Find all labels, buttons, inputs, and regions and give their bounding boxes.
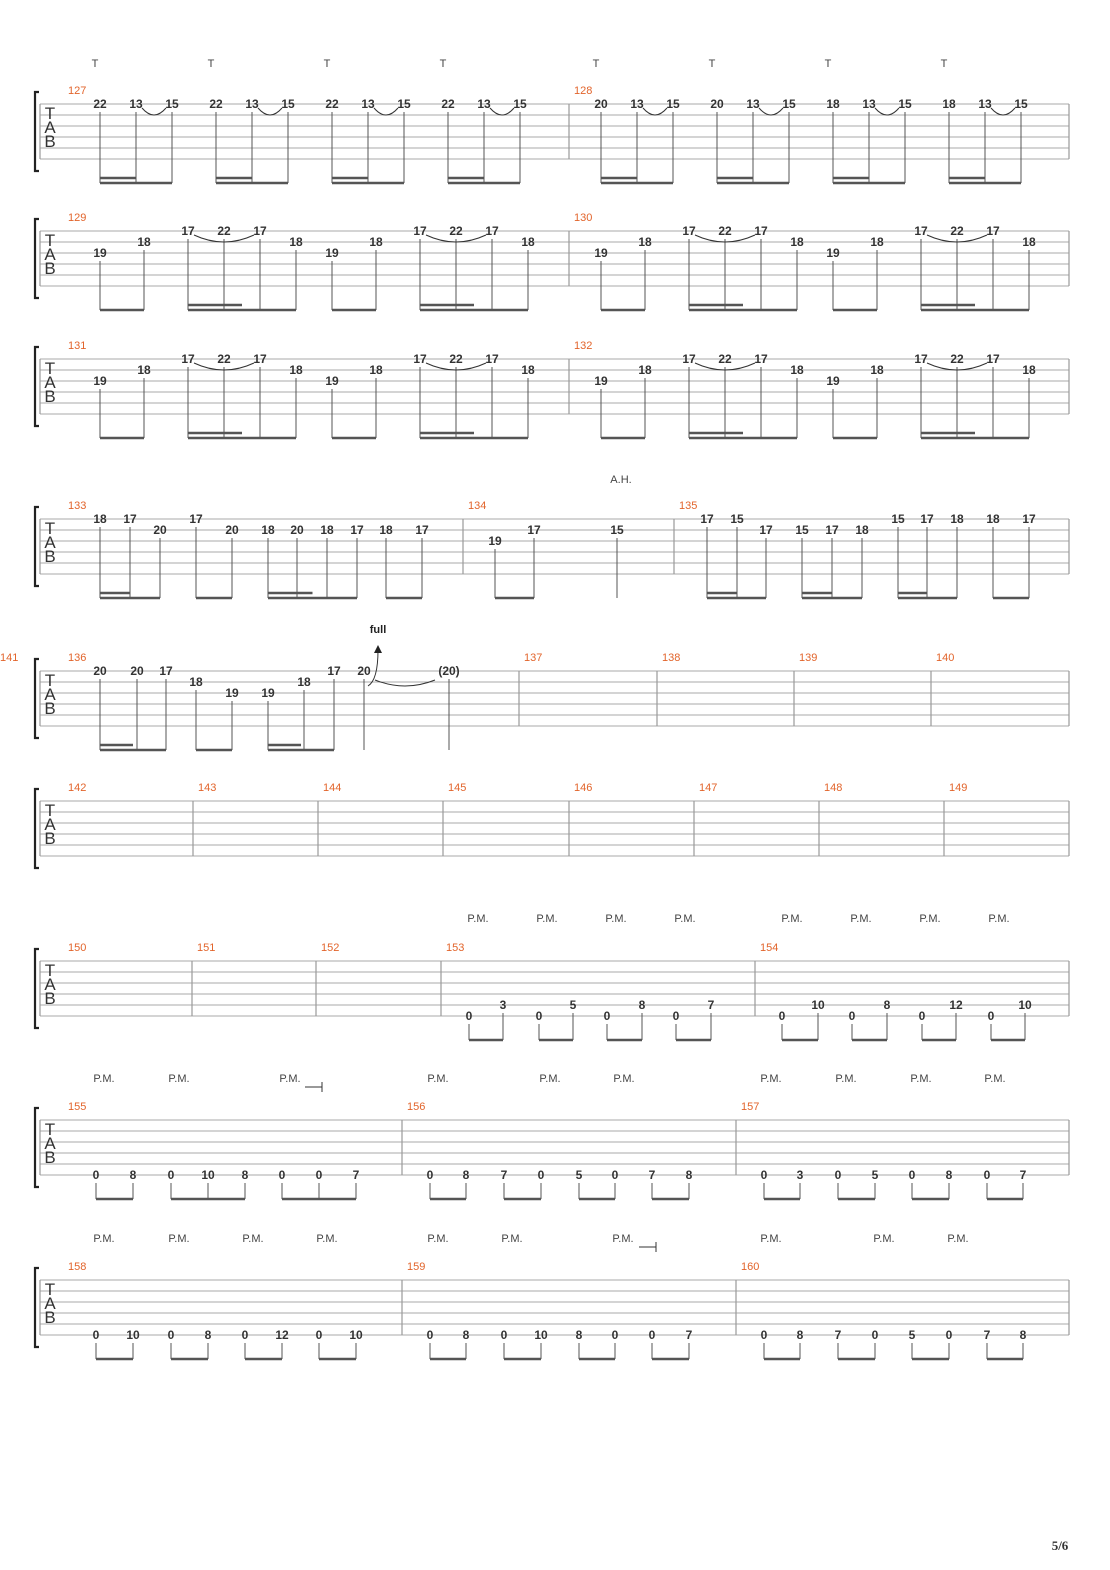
tab-clef-letter: B xyxy=(44,132,56,151)
fret-number: 19 xyxy=(93,374,107,388)
tap-marker: T xyxy=(323,58,331,70)
fret-number: 17 xyxy=(123,512,137,526)
fret-number: 5 xyxy=(908,1328,916,1342)
fret-number: 18 xyxy=(521,235,535,249)
fret-number: 15 xyxy=(666,97,680,111)
fret-number: 3 xyxy=(499,998,507,1012)
tab-clef-letter: A xyxy=(44,118,56,137)
palm-mute-marker: P.M. xyxy=(612,1233,634,1245)
slur xyxy=(875,108,899,115)
fret-number: 20 xyxy=(290,523,304,537)
fret-number: 7 xyxy=(1019,1168,1027,1182)
tab-clef-letter: B xyxy=(44,829,56,848)
fret-number: 3 xyxy=(796,1168,804,1182)
fret-number: 0 xyxy=(611,1168,619,1182)
system-bracket xyxy=(35,949,39,1028)
system-bracket xyxy=(35,659,39,738)
fret-number: 18 xyxy=(137,235,151,249)
fret-number: 17 xyxy=(413,224,427,238)
tap-marker: T xyxy=(592,58,600,70)
fret-number: 17 xyxy=(181,224,195,238)
fret-number: 0 xyxy=(945,1328,953,1342)
fret-number: 5 xyxy=(575,1168,583,1182)
measure-number: 149 xyxy=(949,782,968,794)
fret-number: 18 xyxy=(320,523,334,537)
fret-number: 10 xyxy=(1018,998,1032,1012)
measure-number: 144 xyxy=(323,782,342,794)
fret-number: 13 xyxy=(477,97,491,111)
fret-number: 13 xyxy=(746,97,760,111)
tap-marker: T xyxy=(91,58,99,70)
fret-number: 19 xyxy=(826,374,840,388)
fret-number: 0 xyxy=(834,1168,842,1182)
fret-number: 22 xyxy=(449,224,463,238)
measure-number: 153 xyxy=(446,942,465,954)
fret-number: 10 xyxy=(349,1328,363,1342)
fret-number: 20 xyxy=(153,523,167,537)
palm-mute-marker: P.M. xyxy=(168,1073,190,1085)
fret-number: 13 xyxy=(630,97,644,111)
fret-number: 20 xyxy=(225,523,239,537)
fret-number: 15 xyxy=(782,97,796,111)
fret-number: 17 xyxy=(189,512,203,526)
fret-number: 17 xyxy=(415,523,429,537)
tab-clef-letter: T xyxy=(44,1120,56,1139)
measure-number: 132 xyxy=(574,340,593,352)
fret-number: 20 xyxy=(357,664,371,678)
fret-number: 0 xyxy=(426,1328,434,1342)
system-bracket xyxy=(35,507,39,586)
tab-clef-letter: B xyxy=(44,1148,56,1167)
fret-number: 17 xyxy=(485,224,499,238)
fret-number: 18 xyxy=(137,363,151,377)
fret-number: 15 xyxy=(891,512,905,526)
fret-number: 8 xyxy=(204,1328,212,1342)
fret-number: 0 xyxy=(535,1009,543,1023)
fret-number: 17 xyxy=(920,512,934,526)
fret-number: 17 xyxy=(759,523,773,537)
fret-number: 18 xyxy=(950,512,964,526)
system-bracket xyxy=(35,1268,39,1347)
fret-number: 19 xyxy=(594,246,608,260)
tab-clef-letter: T xyxy=(44,1280,56,1299)
fret-number: 18 xyxy=(826,97,840,111)
measure-number: 151 xyxy=(197,942,216,954)
fret-number: 17 xyxy=(914,224,928,238)
fret-number: 22 xyxy=(93,97,107,111)
tab-clef-letter: A xyxy=(44,685,56,704)
fret-number: 0 xyxy=(537,1168,545,1182)
palm-mute-marker: P.M. xyxy=(984,1073,1006,1085)
fret-number: 7 xyxy=(500,1168,508,1182)
measure-number: 138 xyxy=(662,652,681,664)
fret-number: 22 xyxy=(950,224,964,238)
fret-number: 18 xyxy=(289,235,303,249)
tab-clef-letter: T xyxy=(44,801,56,820)
measure-number: 157 xyxy=(741,1101,760,1113)
fret-number: 0 xyxy=(315,1168,323,1182)
fret-number: 8 xyxy=(685,1168,693,1182)
fret-number: 17 xyxy=(253,352,267,366)
measure-number: 143 xyxy=(198,782,217,794)
fret-number: 19 xyxy=(261,686,275,700)
fret-number: 7 xyxy=(707,998,715,1012)
tab-clef-letter: A xyxy=(44,373,56,392)
measure-number: 127 xyxy=(68,85,87,97)
measure-number: 131 xyxy=(68,340,87,352)
fret-number: 13 xyxy=(361,97,375,111)
fret-number: 18 xyxy=(790,363,804,377)
tab-clef-letter: T xyxy=(44,671,56,690)
fret-number: 17 xyxy=(682,224,696,238)
fret-number: 8 xyxy=(638,998,646,1012)
slur xyxy=(374,108,398,115)
tab-clef-letter: B xyxy=(44,699,56,718)
fret-number: 5 xyxy=(871,1168,879,1182)
tab-clef-letter: T xyxy=(44,519,56,538)
fret-number: 17 xyxy=(327,664,341,678)
fret-number: 10 xyxy=(126,1328,140,1342)
fret-number: 8 xyxy=(462,1168,470,1182)
measure-number: 156 xyxy=(407,1101,426,1113)
fret-number: 0 xyxy=(908,1168,916,1182)
palm-mute-marker: P.M. xyxy=(850,913,872,925)
palm-mute-marker: P.M. xyxy=(613,1073,635,1085)
fret-number: 19 xyxy=(93,246,107,260)
fret-number: 15 xyxy=(730,512,744,526)
palm-mute-marker: P.M. xyxy=(501,1233,523,1245)
fret-number: 0 xyxy=(500,1328,508,1342)
fret-number: 17 xyxy=(181,352,195,366)
fret-number: 22 xyxy=(441,97,455,111)
palm-mute-marker: P.M. xyxy=(93,1233,115,1245)
fret-number: 0 xyxy=(648,1328,656,1342)
fret-number: 20 xyxy=(710,97,724,111)
fret-number: 18 xyxy=(870,235,884,249)
tab-clef-letter: A xyxy=(44,245,56,264)
fret-number: 22 xyxy=(718,352,732,366)
tab-clef-letter: T xyxy=(44,231,56,250)
fret-number: 8 xyxy=(129,1168,137,1182)
tab-clef-letter: B xyxy=(44,547,56,566)
measure-number: 139 xyxy=(799,652,818,664)
tab-clef-letter: B xyxy=(44,989,56,1008)
palm-mute-marker: P.M. xyxy=(760,1073,782,1085)
measure-number: 147 xyxy=(699,782,718,794)
fret-number: 0 xyxy=(918,1009,926,1023)
measure-number: 142 xyxy=(68,782,87,794)
fret-number: 15 xyxy=(1014,97,1028,111)
fret-number: 15 xyxy=(397,97,411,111)
palm-mute-marker: P.M. xyxy=(168,1233,190,1245)
fret-number: 17 xyxy=(754,224,768,238)
fret-number: 15 xyxy=(610,523,624,537)
fret-number: 10 xyxy=(201,1168,215,1182)
fret-number: 0 xyxy=(465,1009,473,1023)
measure-number: 145 xyxy=(448,782,467,794)
palm-mute-marker: P.M. xyxy=(536,913,558,925)
palm-mute-marker: P.M. xyxy=(835,1073,857,1085)
fret-number: 17 xyxy=(1022,512,1036,526)
page-number: 5/6 xyxy=(1051,1538,1069,1553)
fret-number: 8 xyxy=(241,1168,249,1182)
fret-number: 0 xyxy=(603,1009,611,1023)
measure-number: 158 xyxy=(68,1261,87,1273)
fret-number: 13 xyxy=(129,97,143,111)
fret-number: 18 xyxy=(638,363,652,377)
artificial-harmonic-marker: A.H. xyxy=(610,474,632,486)
bend-label: full xyxy=(369,624,387,636)
fret-number: 0 xyxy=(871,1328,879,1342)
fret-number: 22 xyxy=(950,352,964,366)
fret-number: 18 xyxy=(986,512,1000,526)
measure-number: 159 xyxy=(407,1261,426,1273)
fret-number: 18 xyxy=(638,235,652,249)
fret-number: 18 xyxy=(369,363,383,377)
palm-mute-marker: P.M. xyxy=(316,1233,338,1245)
tab-clef-letter: T xyxy=(44,104,56,123)
fret-number: 17 xyxy=(253,224,267,238)
measure-number: 130 xyxy=(574,212,593,224)
palm-mute-marker: P.M. xyxy=(427,1233,449,1245)
fret-number: 0 xyxy=(167,1168,175,1182)
fret-number: 18 xyxy=(1022,235,1036,249)
tap-marker: T xyxy=(439,58,447,70)
palm-mute-marker: P.M. xyxy=(467,913,489,925)
fret-number: 15 xyxy=(795,523,809,537)
tap-marker: T xyxy=(708,58,716,70)
fret-number: 7 xyxy=(648,1168,656,1182)
fret-number: 12 xyxy=(949,998,963,1012)
fret-number: 0 xyxy=(426,1168,434,1182)
fret-number: 17 xyxy=(485,352,499,366)
fret-number: 0 xyxy=(848,1009,856,1023)
tab-clef-letter: B xyxy=(44,1308,56,1327)
fret-number: 19 xyxy=(594,374,608,388)
palm-mute-marker: P.M. xyxy=(919,913,941,925)
palm-mute-marker: P.M. xyxy=(539,1073,561,1085)
fret-number: 17 xyxy=(914,352,928,366)
palm-mute-extension xyxy=(305,1082,322,1092)
fret-number: 0 xyxy=(611,1328,619,1342)
fret-number: 8 xyxy=(945,1168,953,1182)
fret-number: 8 xyxy=(883,998,891,1012)
fret-number: 0 xyxy=(278,1168,286,1182)
system-bracket xyxy=(35,219,39,298)
fret-number: 17 xyxy=(986,224,1000,238)
fret-number: 18 xyxy=(93,512,107,526)
fret-number: (20) xyxy=(438,664,460,678)
palm-mute-marker: P.M. xyxy=(674,913,696,925)
slur xyxy=(643,108,667,115)
fret-number: 15 xyxy=(165,97,179,111)
slur xyxy=(991,108,1015,115)
fret-number: 0 xyxy=(92,1328,100,1342)
slur xyxy=(490,108,514,115)
fret-number: 0 xyxy=(987,1009,995,1023)
fret-number: 17 xyxy=(700,512,714,526)
fret-number: 7 xyxy=(834,1328,842,1342)
fret-number: 20 xyxy=(130,664,144,678)
palm-mute-marker: P.M. xyxy=(279,1073,301,1085)
system-bracket xyxy=(35,347,39,426)
palm-mute-marker: P.M. xyxy=(910,1073,932,1085)
tap-marker: T xyxy=(207,58,215,70)
palm-mute-marker: P.M. xyxy=(605,913,627,925)
fret-number: 7 xyxy=(983,1328,991,1342)
slur xyxy=(375,680,435,686)
palm-mute-marker: P.M. xyxy=(781,913,803,925)
fret-number: 8 xyxy=(462,1328,470,1342)
fret-number: 19 xyxy=(325,246,339,260)
measure-number: 146 xyxy=(574,782,593,794)
measure-number: 155 xyxy=(68,1101,87,1113)
fret-number: 22 xyxy=(325,97,339,111)
tap-marker: T xyxy=(824,58,832,70)
palm-mute-marker: P.M. xyxy=(873,1233,895,1245)
measure-number: 141 xyxy=(0,652,19,664)
measure-number: 134 xyxy=(468,500,487,512)
measure-number: 129 xyxy=(68,212,87,224)
fret-number: 20 xyxy=(594,97,608,111)
fret-number: 17 xyxy=(682,352,696,366)
fret-number: 0 xyxy=(167,1328,175,1342)
tab-clef-letter: T xyxy=(44,359,56,378)
palm-mute-marker: P.M. xyxy=(427,1073,449,1085)
measure-number: 137 xyxy=(524,652,543,664)
fret-number: 18 xyxy=(521,363,535,377)
fret-number: 19 xyxy=(225,686,239,700)
measure-number: 136 xyxy=(68,652,87,664)
tab-clef-letter: A xyxy=(44,1134,56,1153)
fret-number: 18 xyxy=(369,235,383,249)
slur xyxy=(258,108,282,115)
palm-mute-marker: P.M. xyxy=(988,913,1010,925)
measure-number: 154 xyxy=(760,942,779,954)
fret-number: 15 xyxy=(898,97,912,111)
tab-clef-letter: A xyxy=(44,975,56,994)
bend-arrowhead xyxy=(374,645,382,653)
fret-number: 18 xyxy=(379,523,393,537)
fret-number: 22 xyxy=(217,352,231,366)
measure-number: 128 xyxy=(574,85,593,97)
fret-number: 7 xyxy=(352,1168,360,1182)
fret-number: 19 xyxy=(826,246,840,260)
fret-number: 18 xyxy=(297,675,311,689)
fret-number: 22 xyxy=(718,224,732,238)
fret-number: 22 xyxy=(217,224,231,238)
fret-number: 0 xyxy=(672,1009,680,1023)
fret-number: 18 xyxy=(189,675,203,689)
measure-number: 150 xyxy=(68,942,87,954)
slur xyxy=(142,108,166,115)
tab-clef-letter: B xyxy=(44,259,56,278)
tap-marker: T xyxy=(940,58,948,70)
fret-number: 0 xyxy=(92,1168,100,1182)
fret-number: 17 xyxy=(413,352,427,366)
palm-mute-marker: P.M. xyxy=(760,1233,782,1245)
fret-number: 5 xyxy=(569,998,577,1012)
tab-clef-letter: T xyxy=(44,961,56,980)
fret-number: 15 xyxy=(281,97,295,111)
measure-number: 160 xyxy=(741,1261,760,1273)
fret-number: 18 xyxy=(289,363,303,377)
measure-number: 148 xyxy=(824,782,843,794)
fret-number: 0 xyxy=(778,1009,786,1023)
fret-number: 18 xyxy=(942,97,956,111)
fret-number: 18 xyxy=(1022,363,1036,377)
measure-number: 135 xyxy=(679,500,698,512)
fret-number: 17 xyxy=(825,523,839,537)
fret-number: 8 xyxy=(1019,1328,1027,1342)
fret-number: 0 xyxy=(241,1328,249,1342)
fret-number: 19 xyxy=(325,374,339,388)
fret-number: 8 xyxy=(796,1328,804,1342)
palm-mute-marker: P.M. xyxy=(242,1233,264,1245)
fret-number: 12 xyxy=(275,1328,289,1342)
fret-number: 17 xyxy=(986,352,1000,366)
fret-number: 18 xyxy=(261,523,275,537)
fret-number: 13 xyxy=(245,97,259,111)
fret-number: 17 xyxy=(159,664,173,678)
fret-number: 13 xyxy=(978,97,992,111)
fret-number: 0 xyxy=(983,1168,991,1182)
fret-number: 10 xyxy=(534,1328,548,1342)
fret-number: 22 xyxy=(209,97,223,111)
palm-mute-marker: P.M. xyxy=(947,1233,969,1245)
fret-number: 19 xyxy=(488,534,502,548)
fret-number: 13 xyxy=(862,97,876,111)
fret-number: 22 xyxy=(449,352,463,366)
measure-number: 140 xyxy=(936,652,955,664)
tab-clef-letter: A xyxy=(44,1294,56,1313)
fret-number: 0 xyxy=(760,1168,768,1182)
tab-clef-letter: B xyxy=(44,387,56,406)
system-bracket xyxy=(35,92,39,171)
system-bracket xyxy=(35,1108,39,1187)
palm-mute-extension xyxy=(639,1242,656,1252)
fret-number: 7 xyxy=(685,1328,693,1342)
fret-number: 8 xyxy=(575,1328,583,1342)
tab-clef-letter: A xyxy=(44,533,56,552)
fret-number: 17 xyxy=(527,523,541,537)
fret-number: 10 xyxy=(811,998,825,1012)
fret-number: 18 xyxy=(790,235,804,249)
fret-number: 15 xyxy=(513,97,527,111)
fret-number: 17 xyxy=(350,523,364,537)
fret-number: 17 xyxy=(754,352,768,366)
palm-mute-marker: P.M. xyxy=(93,1073,115,1085)
measure-number: 133 xyxy=(68,500,87,512)
fret-number: 0 xyxy=(315,1328,323,1342)
fret-number: 18 xyxy=(855,523,869,537)
system-bracket xyxy=(35,789,39,868)
tab-clef-letter: A xyxy=(44,815,56,834)
measure-number: 152 xyxy=(321,942,340,954)
fret-number: 18 xyxy=(870,363,884,377)
slur xyxy=(759,108,783,115)
fret-number: 0 xyxy=(760,1328,768,1342)
fret-number: 20 xyxy=(93,664,107,678)
